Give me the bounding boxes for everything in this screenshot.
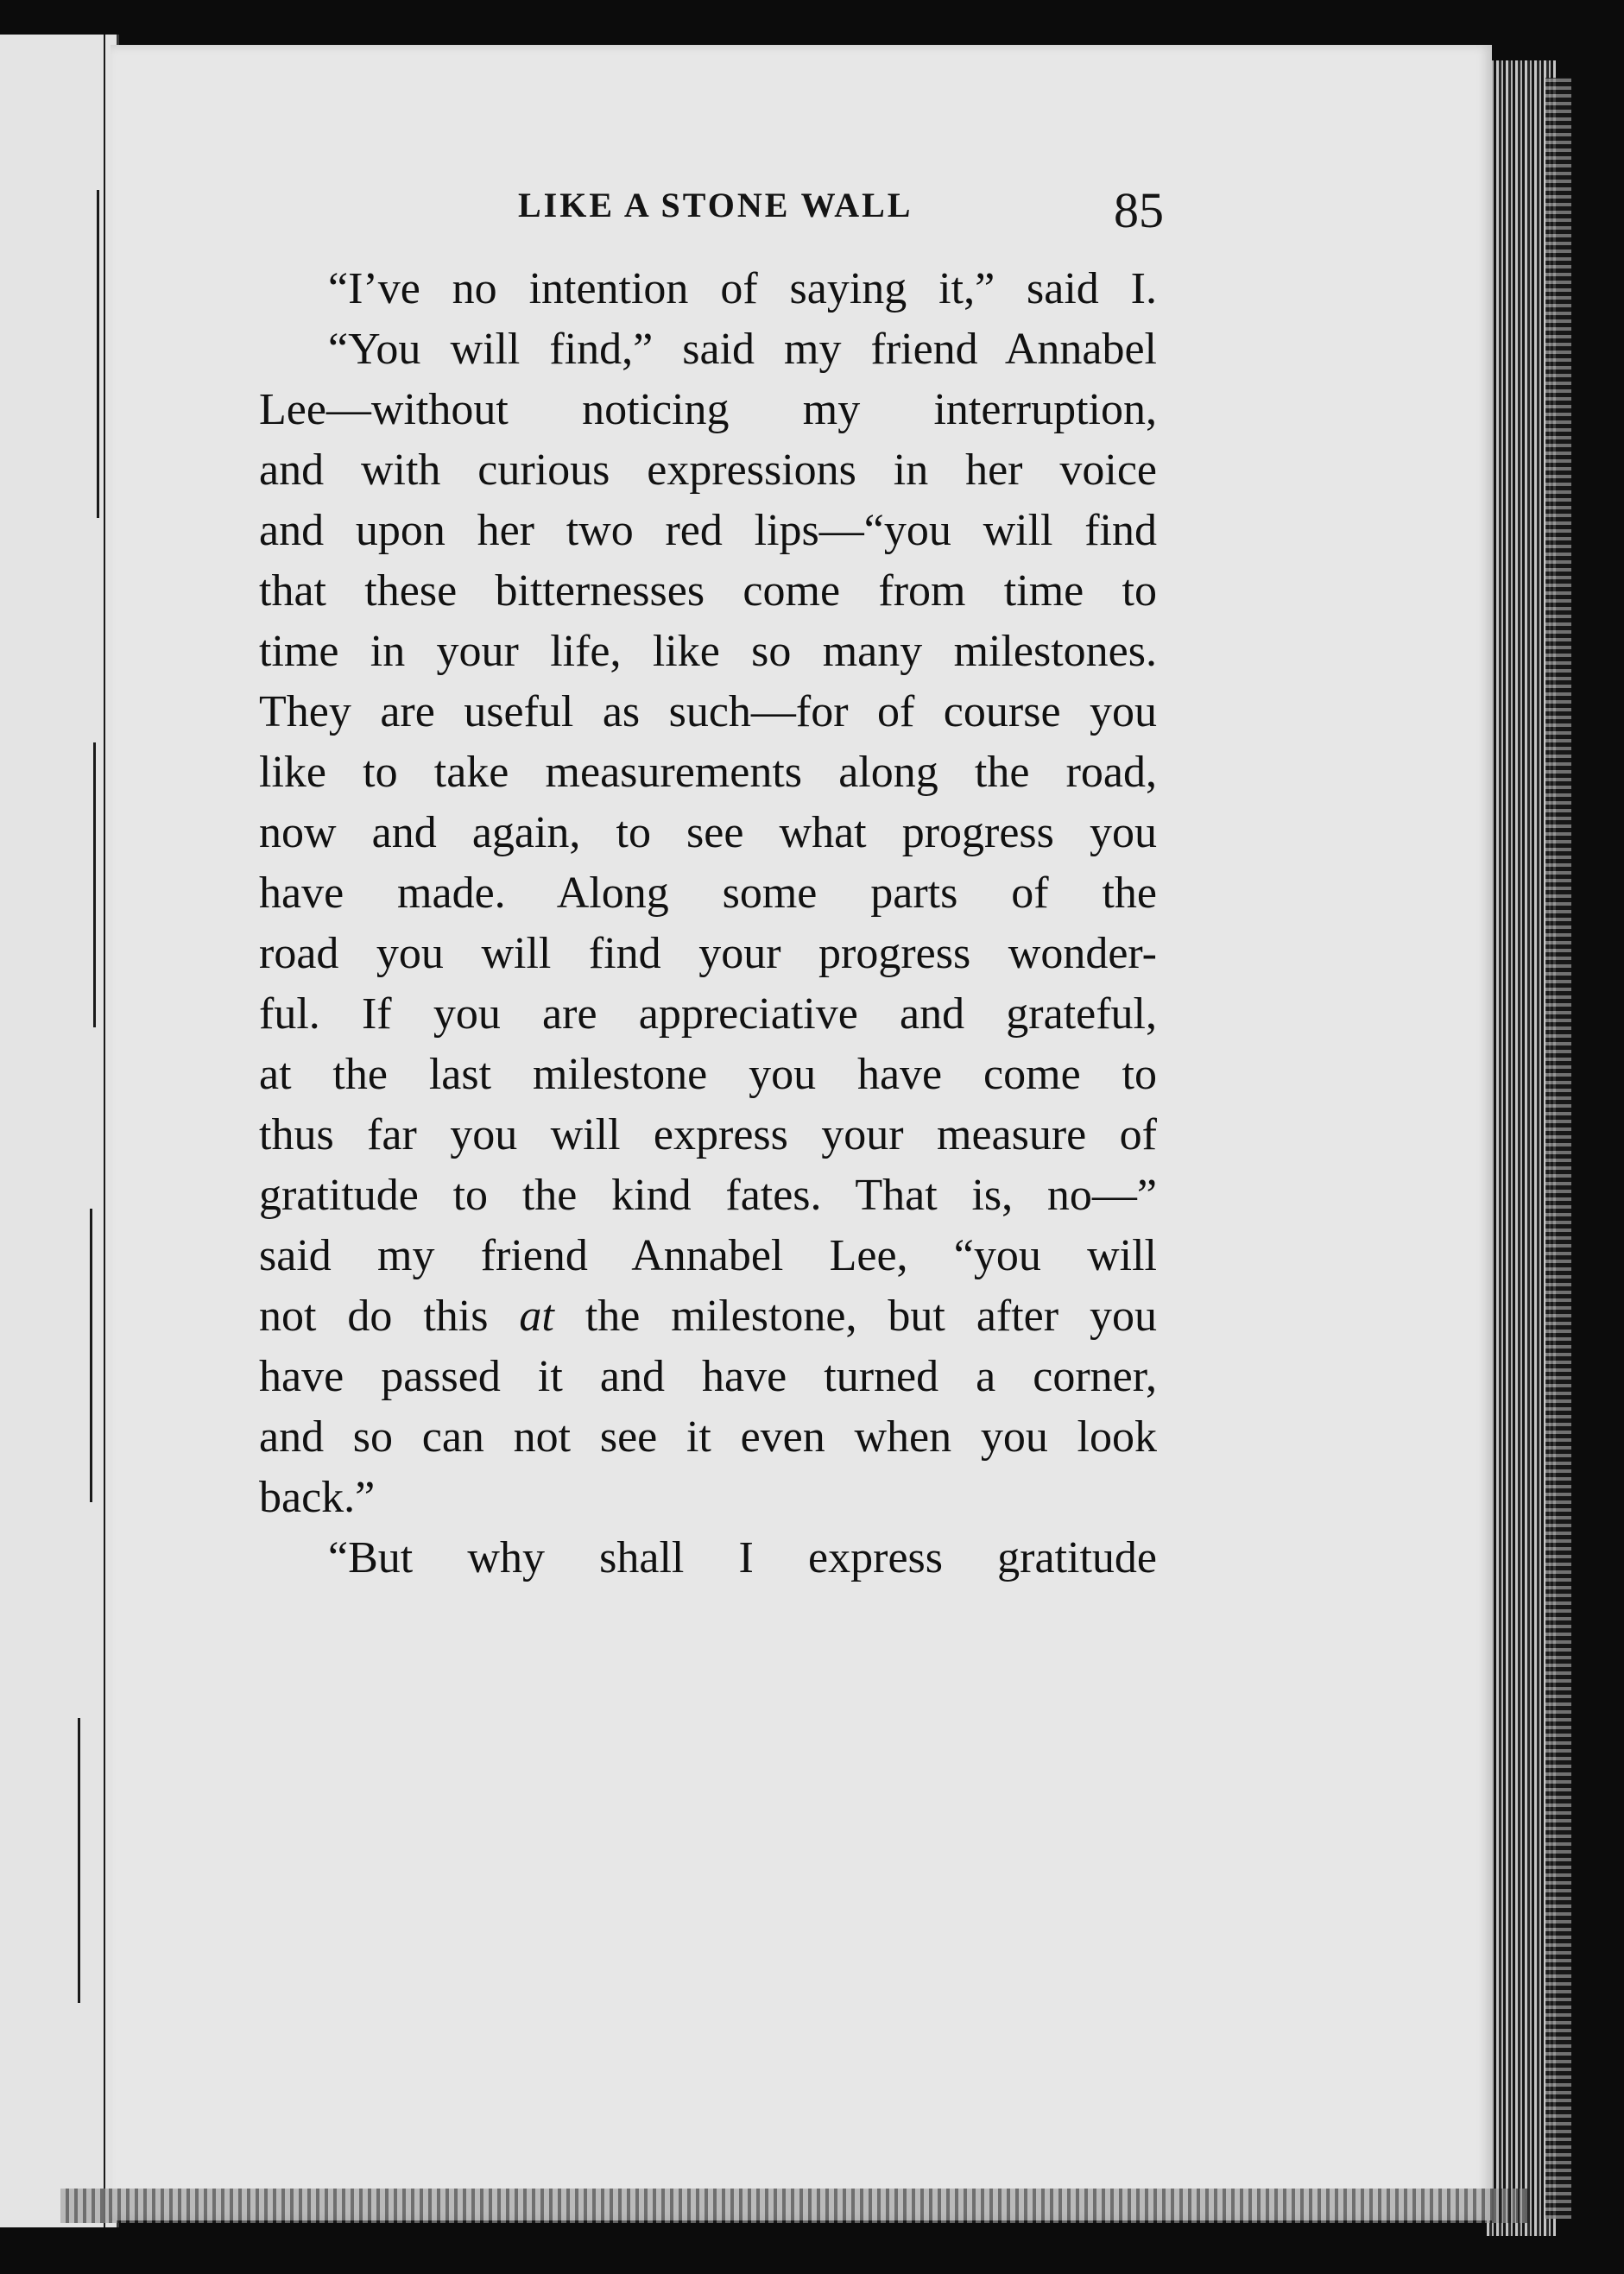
page-bottom-edge xyxy=(60,2189,1528,2223)
text-segment: not do this xyxy=(259,1292,520,1341)
text-line: thus far you will express your measure of xyxy=(259,1110,1157,1159)
previous-page-edge xyxy=(0,35,119,2227)
text-line: that these bitternesses come from time to xyxy=(259,566,1157,616)
text-line: ful. If you are appreciative and grateful, xyxy=(259,989,1157,1039)
text-line: gratitude to the kind fates. That is, no—” xyxy=(259,1171,1157,1220)
binding-mark xyxy=(90,1209,92,1502)
text-line: and with curious expressions in her voice xyxy=(259,445,1157,495)
binding-line xyxy=(104,35,105,2227)
text-line: back.” xyxy=(259,1473,376,1522)
text-line: and so can not see it even when you look xyxy=(259,1412,1157,1462)
text-line: like to take measurements along the road, xyxy=(259,748,1157,797)
running-head: LIKE A STONE WALL xyxy=(518,186,913,224)
binding-mark xyxy=(78,1718,80,2003)
text-line: “I’ve no intention of saying it,” said I. xyxy=(328,264,1157,313)
text-line: “But why shall I express gratitude xyxy=(328,1533,1157,1582)
text-line: time in your life, like so many milestones. xyxy=(259,627,1157,676)
binding-mark xyxy=(93,742,96,1027)
page-stack-edge-shadow xyxy=(1545,78,1571,2219)
page-number: 85 xyxy=(1114,182,1164,238)
text-line: They are useful as such—for of course you xyxy=(259,687,1157,736)
italic-word: at xyxy=(519,1292,554,1341)
text-line-with-italic xyxy=(259,1286,1157,1347)
text-line: at the last milestone you have come to xyxy=(259,1050,1157,1099)
text-line: “You will find,” said my friend Annabel xyxy=(328,325,1157,374)
text-line: Lee—without noticing my interruption, xyxy=(259,385,1157,434)
text-line: have passed it and have turned a corner, xyxy=(259,1352,1157,1401)
body-text xyxy=(259,259,1157,1589)
text-line: road you will find your progress wonder- xyxy=(259,929,1157,978)
text-segment: the milestone, but after you xyxy=(553,1292,1158,1341)
text-line: have made. Along some parts of the xyxy=(259,869,1157,918)
binding-mark xyxy=(97,190,99,518)
text-line: said my friend Annabel Lee, “you will xyxy=(259,1231,1157,1280)
text-line: and upon her two red lips—“you will find xyxy=(259,506,1157,555)
text-line: now and again, to see what progress you xyxy=(259,808,1157,857)
